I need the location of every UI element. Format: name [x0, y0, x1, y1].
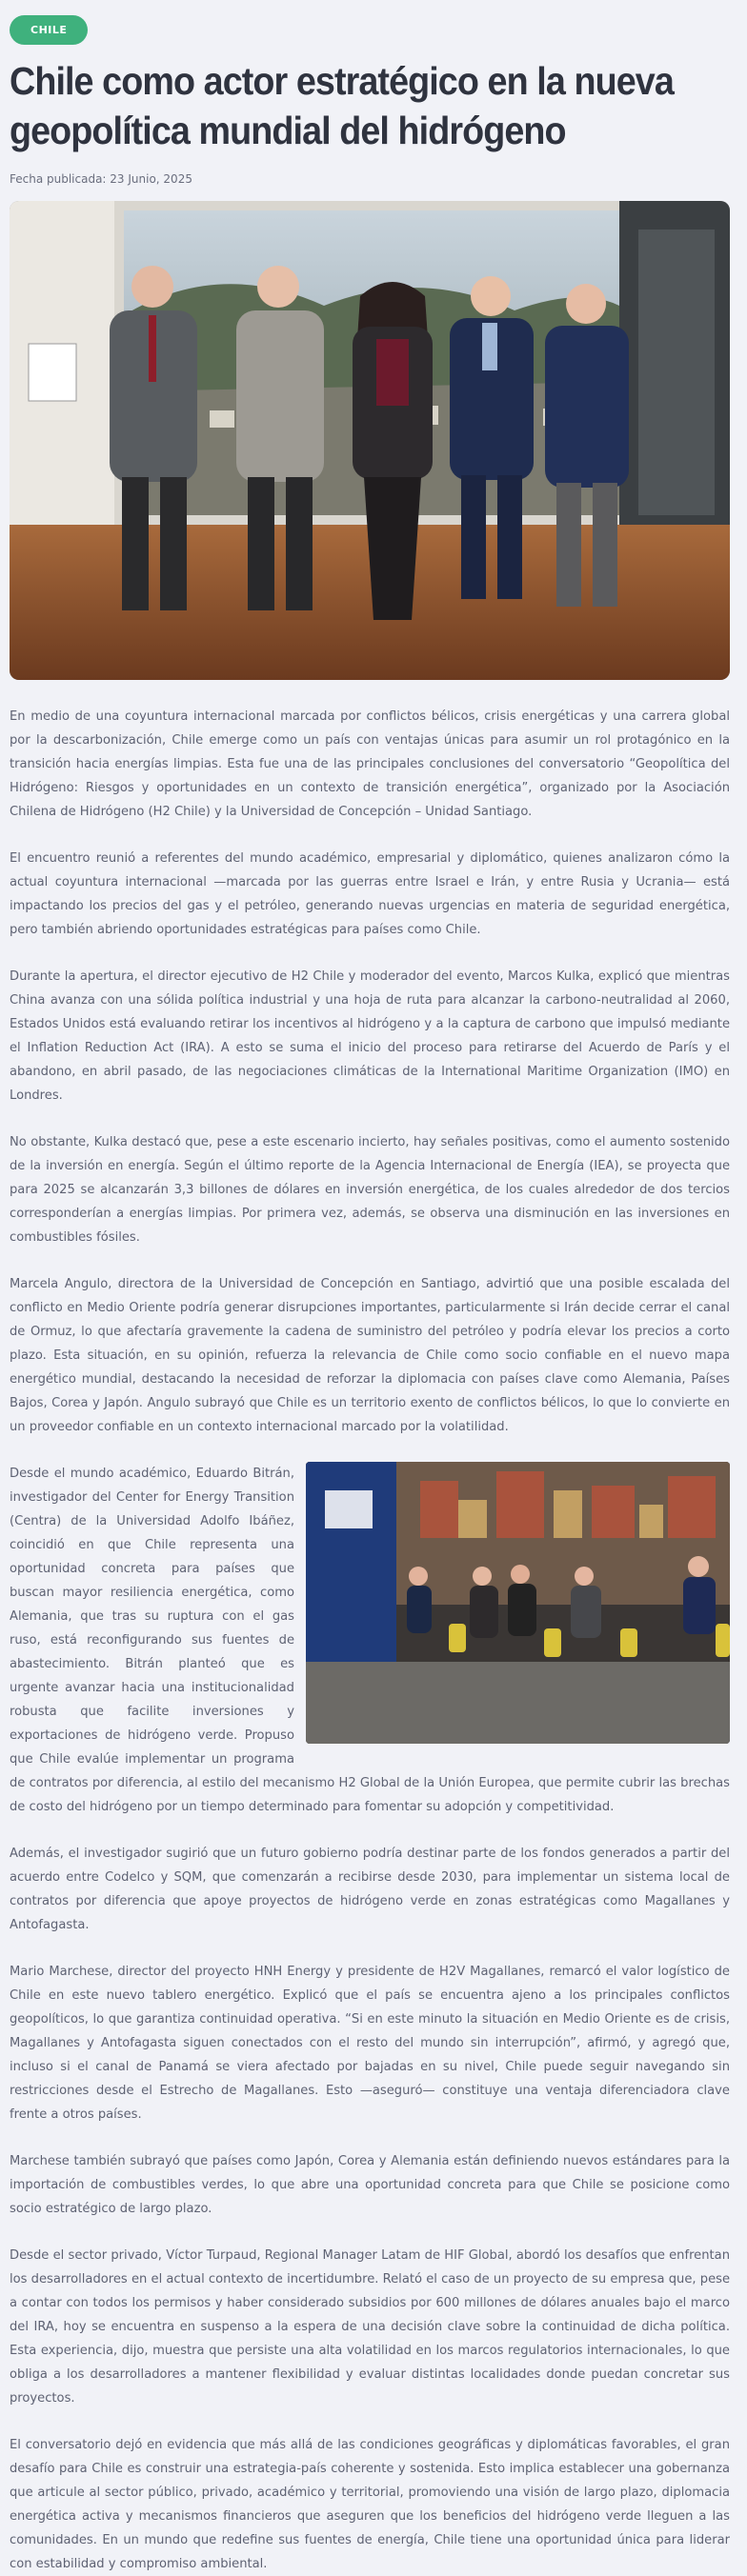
- publish-date: Fecha publicada: 23 Junio, 2025: [10, 172, 192, 186]
- paragraph-7: Además, el investigador sugirió que un futuro gobierno podría destinar parte de los fondos generados a partir del acuerdo entre Codelco y SQM, que comenzarán a recibirse desde 2030, para implementar un sistema local de contratos por diferencia que apoye proyectos de hidrógeno verde en zonas estratégicas como Magallanes y Antofagasta.: [10, 1847, 730, 1932]
- paragraph-5: Marcela Angulo, directora de la Universidad de Concepción en Santiago, advirtió que una posible escalada del conflicto en Medio Oriente podría generar disrupciones importantes, particularmente si Irán decide cerrar el canal de Ormuz, lo que afectaría gravemente la cadena de suministro del petróleo y podría elevar los precios a corto plazo. Esta situación, en su opinión, refuerza la relevancia de Chile como socio confiable en el nuevo mapa energético mundial, destacando la necesidad de reforzar la diplomacia con países clave como Alemania, Países Bajos, Corea y Japón. Angulo subrayó que Chile es un territorio exento de conflictos bélicos, lo que lo convierte en un proveedor confiable en un contexto internacional marcado por la volatilidad.: [10, 1277, 730, 1434]
- category-tag[interactable]: CHILE: [10, 15, 88, 45]
- panel-discussion-photo-icon: [306, 1462, 730, 1744]
- paragraph-3: Durante la apertura, el director ejecutivo de H2 Chile y moderador del evento, Marcos Kulka, explicó que mientras China avanza con una sólida política industrial y una hoja de ruta para alcanzar la carbono-neutralidad al 2060, Estados Unidos está evaluando retirar los incentivos al hidrógeno y a la captura de carbono que impulsó mediante el Inflation Reduction Act (IRA). A esto se suma el inicio del proceso para retirarse del Acuerdo de París y el abandono, en abril pasado, de las negociaciones climáticas de la International Maritime Organization (IMO) en Londres.: [10, 969, 730, 1103]
- paragraph-6: Desde el mundo académico, Eduardo Bitrán, investigador del Center for Energy Transition (Centra) de la Universidad Adolfo Ibáñez, coincidió en que Chile representa una oportunidad concreta para países que buscan mayor resiliencia energética, como Alemania, que tras su ruptura con el gas ruso, está reconfigurando sus fuentes de abastecimiento. Bitrán planteó que es urgente avanzar hacia una institucionalidad robusta que facilite inversiones y exportaciones de hidrógeno verde. Propuso que Chile evalúe implementar un programa de contratos por diferencia, al estilo del mecanismo H2 Global de la Unión Europea, que permite cubrir las brechas de costo del hidrógeno por un tiempo determinado para fomentar su adopción y competitividad.: [10, 1467, 730, 1814]
- panel-photo: [306, 1462, 730, 1744]
- paragraph-10: Desde el sector privado, Víctor Turpaud, Regional Manager Latam de HIF Global, abordó los desafíos que enfrentan los desarrolladores en el actual contexto de incertidumbre. Relató el caso de un proyecto de su empresa que, pese a contar con todos los permisos y haber considerado subsidios por 600 millones de dólares anuales bajo el marco del IRA, hoy se encuentra en suspenso a la espera de una decisión clave sobre la continuidad de dicha política. Esta experiencia, dijo, muestra que persiste una alta volatilidad en los marcos regulatorios internacionales, lo que obliga a los desarrolladores a mantener flexibilidad y evaluar distintas localidades donde puedan concretar sus proyectos.: [10, 2248, 730, 2406]
- article-title: Chile como actor estratégico en la nueva geopolítica mundial del hidrógeno: [10, 59, 674, 152]
- paragraph-11: El conversatorio dejó en evidencia que más allá de las condiciones geográficas y diplomáticas favorables, el gran desafío para Chile es construir una estrategia-país coherente y sostenida. Esto implica establecer una gobernanza que articule al sector público, privado, académico y territorial, promoviendo una visión de largo plazo, diplomacia energética activa y mecanismos financieros que aseguren que los beneficios del hidrógeno verde lleguen a las comunidades. En un mundo que redefine sus fuentes de energía, Chile tiene una oportunidad única para liderar con estabilidad y compromiso ambiental.: [10, 2438, 730, 2571]
- floated-section: [10, 1462, 730, 1819]
- paragraph-4: No obstante, Kulka destacó que, pese a este escenario incierto, hay señales positivas, como el aumento sostenido de la inversión en energía. Según el último reporte de la Agencia Internacional de Energía (IEA), se proyecta que para 2025 se alcanzarán 3,3 billones de dólares en inversión energética, de los cuales alrededor de dos tercios corresponderían a energías limpias. Por primera vez, además, se observa una disminución en las inversiones en combustibles fósiles.: [10, 1135, 730, 1245]
- paragraph-8: Mario Marchese, director del proyecto HNH Energy y presidente de H2V Magallanes, remarcó el valor logístico de Chile en este nuevo tablero energético. Explicó que el país se encuentra ajeno a los principales conflictos geopolíticos, lo que garantiza continuidad operativa. “Si en este minuto la situación en Medio Oriente es de crisis, Magallanes y Antofagasta siguen conectados con el resto del mundo sin interrupción”, afirmó, y agregó que, incluso si el canal de Panamá se viera afectado por bajadas en su nivel, Chile puede seguir navegando sin restricciones desde el Estrecho de Magallanes. Esto —aseguró— constituye una ventaja diferenciadora clave frente a otros países.: [10, 1965, 730, 2122]
- group-photo-icon: [10, 201, 730, 680]
- hero-photo: [10, 201, 730, 680]
- paragraph-2: El encuentro reunió a referentes del mundo académico, empresarial y diplomático, quienes analizaron cómo la actual coyuntura internacional —marcada por las guerras entre Israel e Irán, y entre Rusia y Ucrania— está impactando los precios del gas y el petróleo, generando nuevas urgencias en materia de seguridad energética, pero también abriendo oportunidades estratégicas para países como Chile.: [10, 851, 730, 937]
- paragraph-1: En medio de una coyuntura internacional marcada por conflictos bélicos, crisis energéticas y una carrera global por la descarbonización, Chile emerge como un país con ventajas únicas para asumir un rol protagónico en la transición hacia energías limpias. Esta fue una de las principales conclusiones del conversatorio “Geopolítica del Hidrógeno: Riesgos y oportunidades en un contexto de transición energética”, organizado por la Asociación Chilena de Hidrógeno (H2 Chile) y la Universidad de Concepción – Unidad Santiago.: [10, 709, 730, 819]
- paragraph-9: Marchese también subrayó que países como Japón, Corea y Alemania están definiendo nuevos estándares para la importación de combustibles verdes, lo que abre una oportunidad concreta para que Chile se posicione como socio estratégico de largo plazo.: [10, 2154, 730, 2216]
